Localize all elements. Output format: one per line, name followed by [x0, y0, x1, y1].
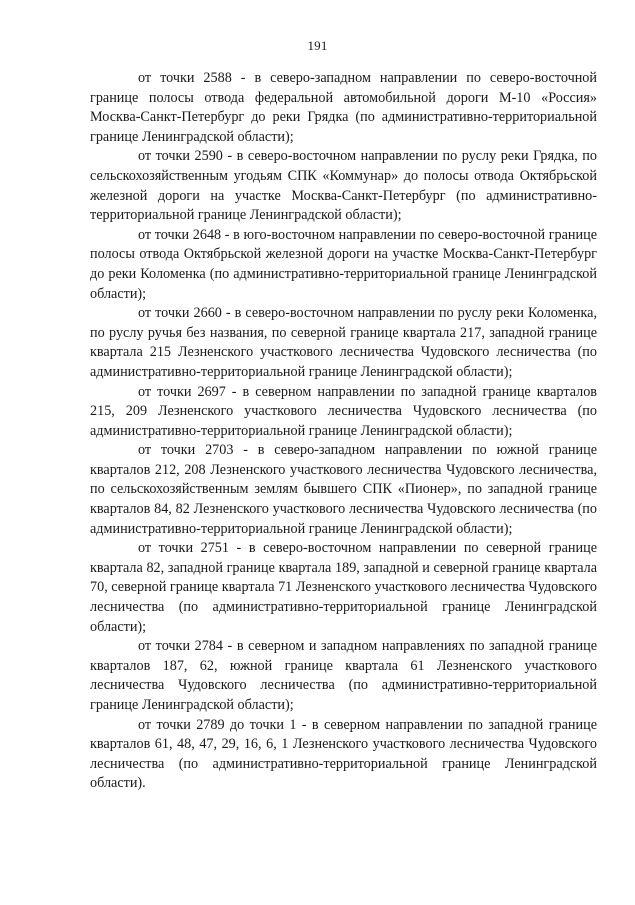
boundary-paragraph: от точки 2784 - в северном и западном направлениях по западной границе кварталов 187, 62, южной границе квартала 61 Лезненского участкового лесничества Чудовского лесничества (по административно-территориальной границе Ленинградской области); — [90, 638, 597, 713]
boundary-paragraph: от точки 2789 до точки 1 - в северном направлении по западной границе кварталов 61, 48, 47, 29, 16, 6, 1 Лезненского участкового лесничества Чудовского лесничества (по административно-территориальной границе Ленинградской области). — [90, 716, 597, 792]
boundary-paragraph: от точки 2751 - в северо-восточном направлении по северной границе квартала 82, западной границе квартала 189, западной и северной границе квартала 70, северной границе квартала 71 Лезненского участкового лесничества Чудовского лесничества (по административно-территориальной границе Ленинградской области); — [90, 540, 597, 635]
boundary-paragraph: от точки 2590 - в северо-восточном направлении по руслу реки Грядка, по сельскохозяйственным угодьям СПК «Коммунар» до полосы отвода Октябрьской железной дороги на участке Москва-Санкт-Петербург (по административно-территориальной границе Ленинградской области); — [90, 148, 597, 224]
page-number: 191 — [307, 38, 328, 53]
boundary-paragraph: от точки 2703 - в северо-западном направлении по южной границе кварталов 212, 208 Лезненского участкового лесничества Чудовского лесничества, по сельскохозяйственным землям бывшего СПК «Пионер», по западной границе кварталов 84, 82 Лезненского участкового лесничества Чудовского лесничества (по административно-территориальной границе Ленинградской области); — [90, 442, 597, 537]
boundary-paragraph: от точки 2697 - в северном направлении по западной границе кварталов 215, 209 Лезненского участкового лесничества Чудовского лесничества (по административно-территориальной границе Ленинградской области); — [90, 383, 597, 439]
document-body — [90, 69, 597, 794]
boundary-paragraph: от точки 2648 - в юго-восточном направлении по северо-восточной границе полосы отвода Октябрьской железной дороги на участке Москва-Санкт-Петербург до реки Коломенка (по административно-территориальной границе Ленинградской области); — [90, 226, 597, 302]
boundary-paragraph: от точки 2660 - в северо-восточном направлении по руслу реки Коломенка, по руслу ручья без названия, по северной границе квартала 217, западной границе квартала 215 Лезненского участкового лесничества Чудовского лесничества (по административно-территориальной границе Ленинградской области); — [90, 305, 597, 380]
boundary-paragraph: от точки 2588 - в северо-западном направлении по северо-восточной границе полосы отвода федеральной автомобильной дороги М-10 «Россия» Москва-Санкт-Петербург до реки Грядка (по административно-территориальной границе Ленинградской области); — [90, 70, 597, 145]
